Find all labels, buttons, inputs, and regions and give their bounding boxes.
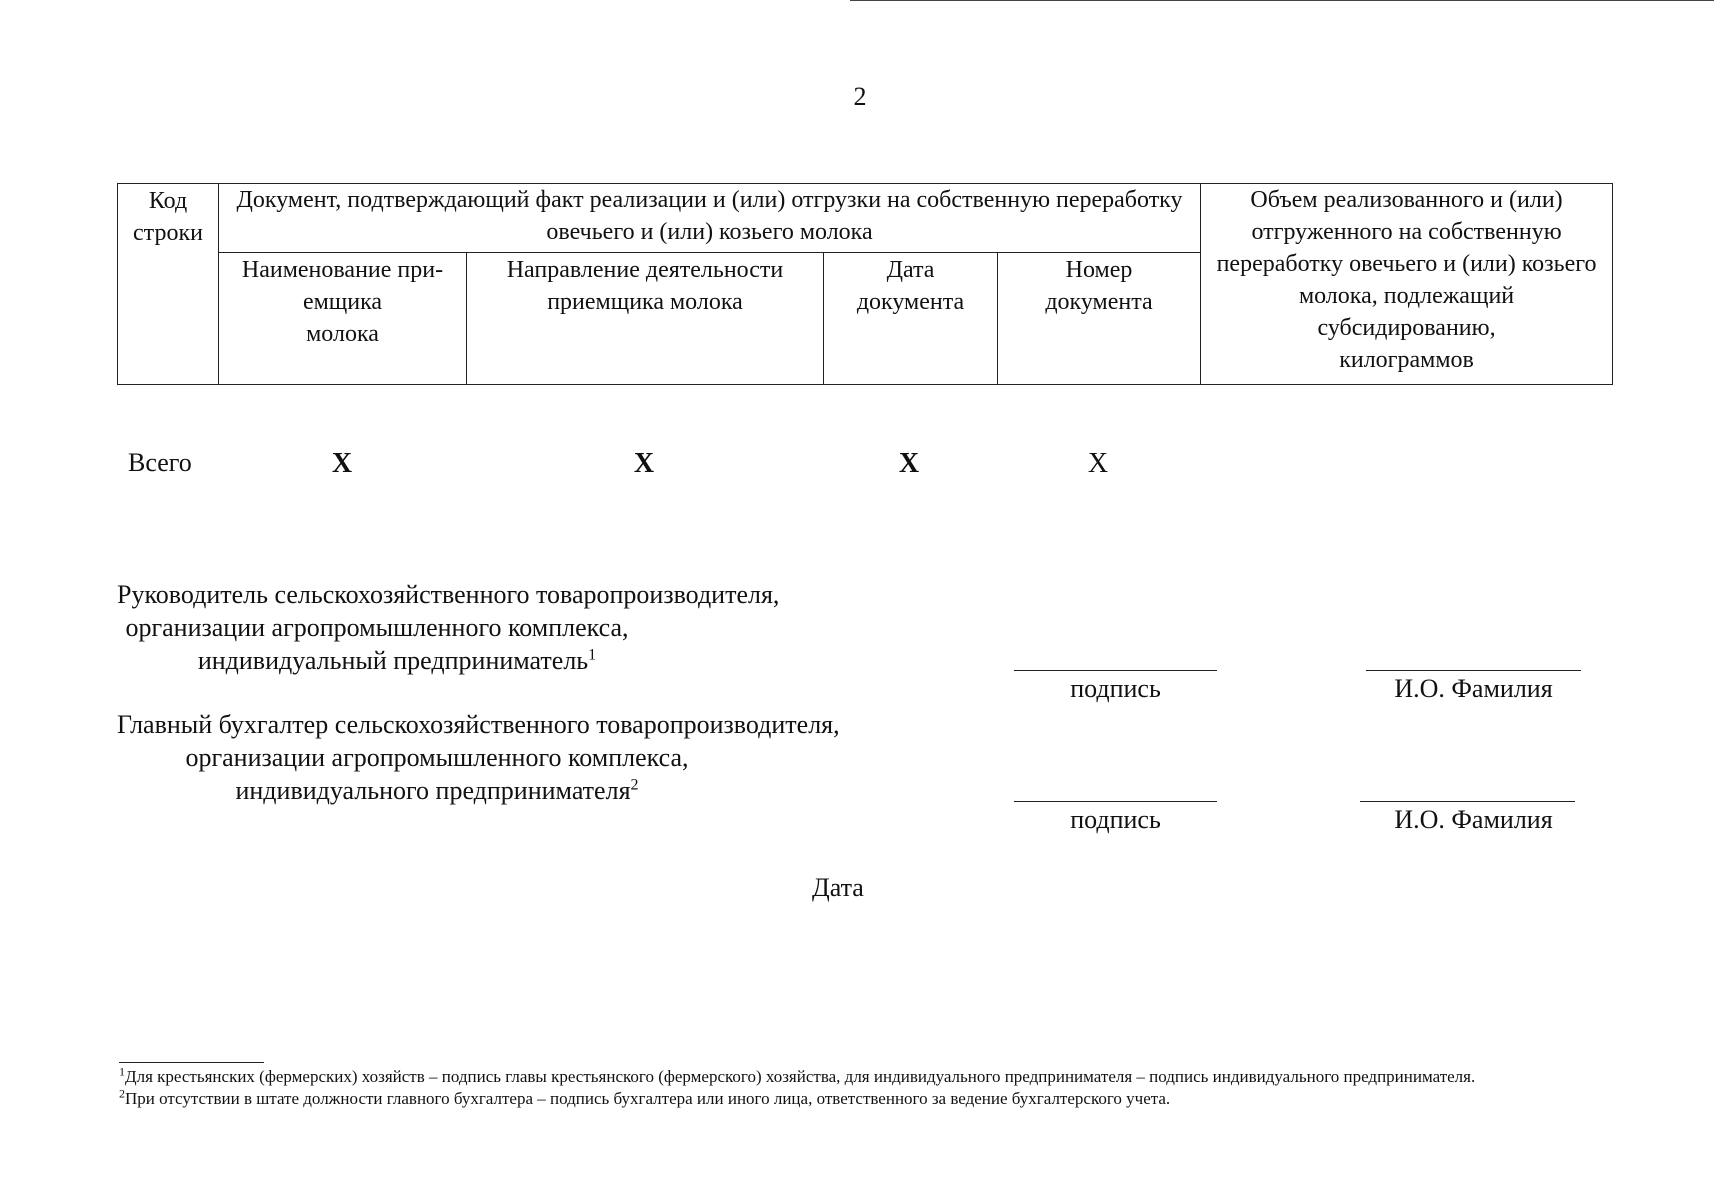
footnotes (119, 1066, 1619, 1110)
footnote-1-text: Для крестьянских (фермерских) хозяйств – подпись главы крестьянского (фермерского) хозяйства, для индивидуального предпринимателя – подпись индивидуального предпринимателя. (125, 1067, 1476, 1086)
subsidy-form-table (117, 183, 1613, 385)
accountant-name-line (1360, 801, 1575, 802)
footnote-1 (119, 1066, 1619, 1088)
header-row-code: Код строки (118, 184, 219, 385)
head-footnote-ref: 1 (588, 646, 597, 664)
head-signature-line (1014, 670, 1217, 671)
page-number: 2 (853, 82, 867, 111)
date-label: Дата (812, 873, 864, 902)
totals-mark-document-date: Х (898, 448, 920, 479)
footnote-1-ref: 1 (119, 1064, 125, 1079)
footnote-2-ref: 2 (119, 1086, 125, 1101)
subheader-receiver-name: Наименование при- емщика молока (219, 253, 467, 385)
accountant-title-line-1: Главный бухгалтер сельскохозяйственного товаропроизводителя, (117, 710, 840, 739)
head-signature-title (117, 578, 937, 677)
totals-mark-document-number: Х (1087, 448, 1109, 479)
head-name-caption: И.О. Фамилия (1394, 674, 1553, 703)
subheader-document-date: Дата документа (824, 253, 998, 385)
footnote-separator (119, 1062, 264, 1063)
header-volume: Объем реализованного и (или) отгруженного на собственную переработку овечьего и (или) козьего молока, подлежащий субсидированию, килограммов (1201, 184, 1613, 385)
accountant-title-line-3: индивидуального предпринимателя (235, 776, 631, 805)
head-title-line-2: организации агропромышленного комплекса, (125, 613, 629, 642)
accountant-signature-caption: подпись (1070, 805, 1161, 834)
table-header-row (118, 184, 1613, 253)
footnote-2-text: При отсутствии в штате должности главного бухгалтера – подпись бухгалтера или иного лица, ответственного за ведение бухгалтерского учета. (125, 1089, 1171, 1108)
accountant-title-line-2: организации агропромышленного комплекса, (185, 743, 689, 772)
head-title-line-3-wrap (0, 644, 937, 677)
page-top-edge-line (850, 0, 1714, 1)
accountant-title-line-3-wrap (0, 774, 1037, 807)
totals-mark-receiver-activity: Х (633, 448, 655, 479)
header-document: Документ, подтверждающий факт реализации и (или) отгрузки на собственную переработку овечьего и (или) козьего молока (219, 184, 1201, 253)
head-title-line-1: Руководитель сельскохозяйственного товаропроизводителя, (117, 580, 780, 609)
subheader-document-number: Номер документа (998, 253, 1201, 385)
subheader-receiver-activity: Направление деятельности приемщика молока (467, 253, 824, 385)
accountant-footnote-ref: 2 (630, 776, 639, 794)
accountant-name-caption: И.О. Фамилия (1394, 805, 1553, 834)
head-signature-caption: подпись (1070, 674, 1161, 703)
head-name-line (1366, 670, 1581, 671)
totals-row (0, 448, 1714, 484)
totals-label: Всего (128, 448, 192, 477)
totals-mark-receiver-name: Х (331, 448, 353, 479)
footnote-2 (119, 1088, 1619, 1110)
accountant-signature-line (1014, 801, 1217, 802)
accountant-signature-title (117, 708, 1037, 807)
head-title-line-3: индивидуальный предприниматель (197, 646, 589, 675)
